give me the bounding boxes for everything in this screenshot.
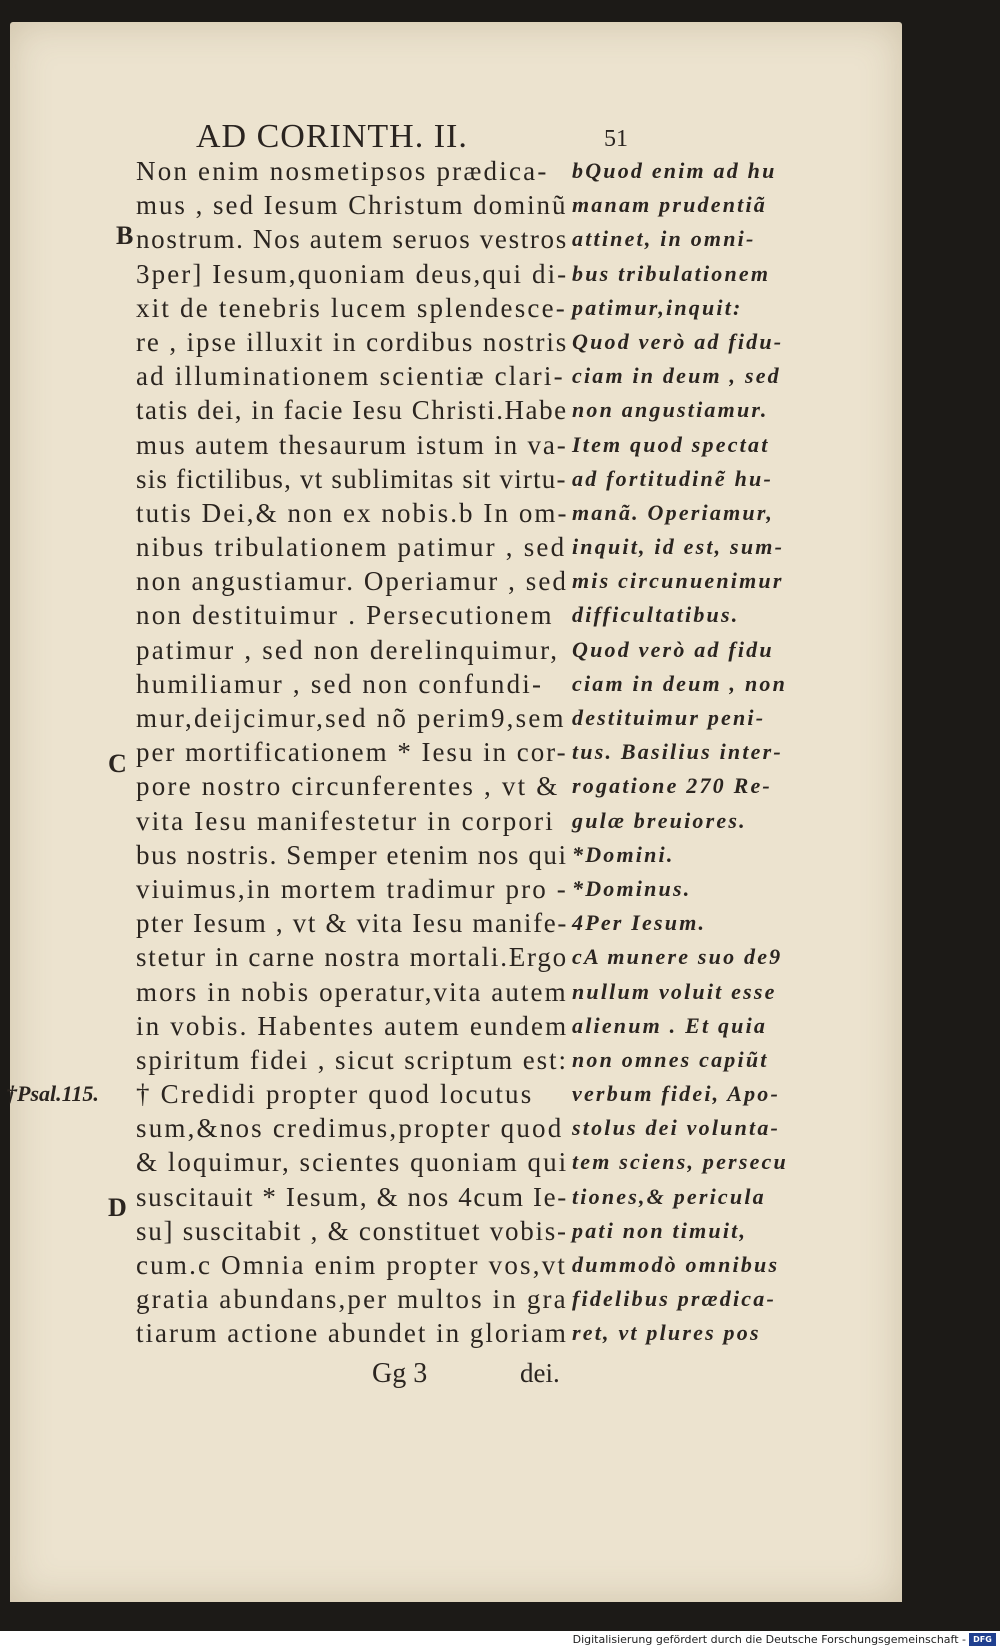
gloss-line: pati non timuit,	[572, 1217, 748, 1243]
main-text-line: nibus tribulationem patimur , sed	[136, 532, 567, 563]
gloss-line: Quod verò ad fidu	[572, 636, 774, 662]
gloss-line: Quod verò ad fidu-	[572, 328, 784, 354]
main-text-line: spiritum fidei , sicut scriptum est:	[136, 1044, 568, 1075]
gloss-line: bus tribulationem	[572, 260, 771, 286]
main-text-line: tiarum actione abundet in gloriam	[136, 1318, 568, 1349]
main-text-line: sis fictilibus, vt sublimitas sit virtu-	[136, 463, 567, 494]
main-text-line: stetur in carne nostra mortali.Ergo	[136, 942, 568, 973]
gloss-line: verbum fidei, Apo-	[572, 1081, 781, 1107]
section-letter-b: B	[116, 221, 134, 250]
gloss-line: non angustiamur.	[572, 397, 769, 423]
gloss-line: manã. Operiamur,	[572, 499, 775, 525]
gloss-line: patimur,inquit:	[572, 294, 743, 320]
main-text-line: mus , sed Iesum Christum dominũ	[136, 190, 568, 221]
main-text-line: mur,deijcimur,sed nõ perim9,sem	[136, 703, 566, 733]
main-text-line: nostrum. Nos autem seruos vestros	[136, 224, 568, 255]
gloss-line: manam prudentiã	[572, 192, 767, 218]
gloss-line: nullum voluit esse	[572, 978, 777, 1004]
main-text-line: su] suscitabit , & constituet vobis-	[136, 1215, 568, 1246]
gloss-line: *Domini.	[572, 841, 675, 867]
gloss-line: tiones,& pericula	[572, 1183, 766, 1209]
gloss-line: ret, vt plures pos	[572, 1320, 761, 1346]
gloss-line: inquit, id est, sum-	[572, 534, 785, 560]
main-text-line: pter Iesum , vt & vita Iesu manife-	[136, 908, 569, 939]
gloss-line: gulæ breuiores.	[572, 807, 747, 833]
credit-bar	[0, 1631, 1000, 1649]
gloss-column	[572, 154, 798, 1351]
main-text-line: humiliamur , sed non confundi-	[136, 668, 544, 699]
page-number: 51	[604, 126, 628, 152]
main-text-line: re , ipse illuxit in cordibus nostris	[136, 326, 569, 357]
section-letter-d: D	[108, 1193, 127, 1222]
main-text-line: gratia abundans,per multos in gra	[136, 1284, 568, 1315]
main-text-line: 3per] Iesum,quoniam deus,qui di-	[136, 258, 569, 289]
gloss-line: alienum . Et quia	[572, 1012, 768, 1038]
gloss-line: destituimur peni-	[572, 705, 766, 730]
main-text-line: vita Iesu manifestetur in corpori	[136, 805, 555, 836]
gloss-line: stolus dei volunta-	[572, 1115, 781, 1141]
main-text-line: pore nostro circunferentes , vt &	[136, 771, 560, 802]
main-text-line: † Credidi propter quod locutus	[136, 1079, 534, 1110]
gloss-line: bQuod enim ad hu	[572, 158, 777, 183]
main-text-line: suscitauit * Iesum, & nos 4cum Ie-	[136, 1181, 568, 1212]
running-title: AD CORINTH. II.	[196, 118, 468, 155]
credit-text: Digitalisierung gefördert durch die Deutsche Forschungsgemeinschaft -	[572, 1633, 966, 1646]
main-text-line: tatis dei, in facie Iesu Christi.Habe	[136, 395, 568, 426]
main-text-line: patimur , sed non derelinquimur,	[136, 634, 560, 665]
gloss-line: rogatione 270 Re-	[572, 773, 772, 799]
main-text-line: in vobis. Habentes autem eundem	[136, 1010, 569, 1041]
gloss-line: tem sciens, persecu	[572, 1149, 788, 1175]
section-letter-c: C	[108, 749, 127, 778]
gloss-line: non omnes capiũt	[572, 1046, 769, 1072]
gloss-line: attinet, in omni-	[572, 226, 756, 252]
gloss-line: Item quod spectat	[572, 431, 770, 457]
gloss-line: dummodò omnibus	[572, 1252, 780, 1277]
gloss-line: fidelibus prædica-	[572, 1286, 776, 1312]
main-text-line: non angustiamur. Operiamur , sed	[136, 566, 568, 597]
main-text-line: cum.c Omnia enim propter vos,vt	[136, 1250, 568, 1280]
main-text-line: bus nostris. Semper etenim nos qui	[136, 839, 568, 870]
gloss-line: cA munere suo de9	[572, 944, 783, 970]
main-text-line: sum,&nos credimus,propter quod	[136, 1113, 564, 1144]
main-text-line: xit de tenebris lucem splendesce-	[136, 292, 567, 323]
gloss-line: mis circunuenimur	[572, 568, 784, 594]
gloss-line: tus. Basilius inter-	[572, 739, 783, 765]
main-text-column	[136, 154, 572, 1351]
dfg-logo: DFG	[969, 1633, 996, 1646]
psalm-reference: †Psal.115.	[6, 1081, 99, 1106]
gloss-line: difficultatibus.	[572, 602, 740, 628]
main-text-line: mus autem thesaurum istum in va-	[136, 429, 568, 460]
main-text-line: viuimus,in mortem tradimur pro -	[136, 873, 568, 904]
gloss-line: 4Per Iesum.	[572, 910, 707, 936]
main-text-line: tutis Dei,& non ex nobis.b In om-	[136, 497, 569, 528]
main-text-line: mors in nobis operatur,vita autem	[136, 976, 568, 1007]
gloss-line: *Dominus.	[572, 875, 692, 901]
catchword: dei.	[520, 1358, 560, 1388]
main-text-line: & loquimur, scientes quoniam qui	[136, 1147, 569, 1178]
gloss-line: ad fortitudinẽ hu-	[572, 465, 773, 491]
main-text-line: Non enim nosmetipsos prædica-	[136, 156, 549, 186]
signature-mark: Gg 3	[372, 1358, 428, 1389]
main-text-line: per mortificationem * Iesu in cor-	[136, 737, 568, 768]
main-text-line: ad illuminationem scientiæ clari-	[136, 361, 565, 392]
gloss-line: ciam in deum , sed	[572, 363, 781, 389]
main-text-line: non destituimur . Persecutionem	[136, 600, 554, 631]
gloss-line: ciam in deum , non	[572, 670, 788, 696]
